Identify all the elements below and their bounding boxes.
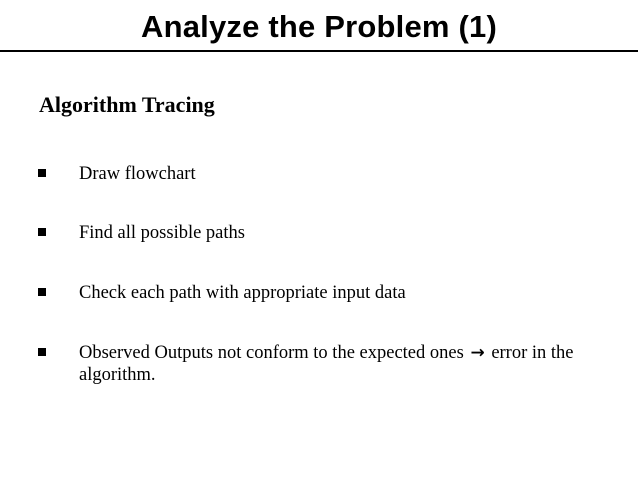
bullet-text: Check each path with appropriate input data bbox=[79, 283, 406, 303]
title-underline-divider bbox=[0, 50, 638, 52]
square-bullet-icon bbox=[38, 169, 46, 177]
bullet-text-after-arrow: error in the algorithm. bbox=[79, 343, 574, 385]
slide-subtitle: Algorithm Tracing bbox=[39, 92, 215, 117]
bullet-text-before-arrow: Observed Outputs not conform to the expected ones bbox=[79, 343, 464, 363]
square-bullet-icon bbox=[38, 288, 46, 296]
bullet-text bbox=[79, 342, 635, 386]
right-arrow-icon: → bbox=[470, 343, 485, 363]
bullet-text: Draw flowchart bbox=[79, 164, 196, 184]
slide-title: Analyze the Problem (1) bbox=[140, 9, 497, 44]
square-bullet-icon bbox=[38, 228, 46, 236]
square-bullet-icon bbox=[38, 348, 46, 356]
bullet-text: Find all possible paths bbox=[79, 223, 245, 243]
